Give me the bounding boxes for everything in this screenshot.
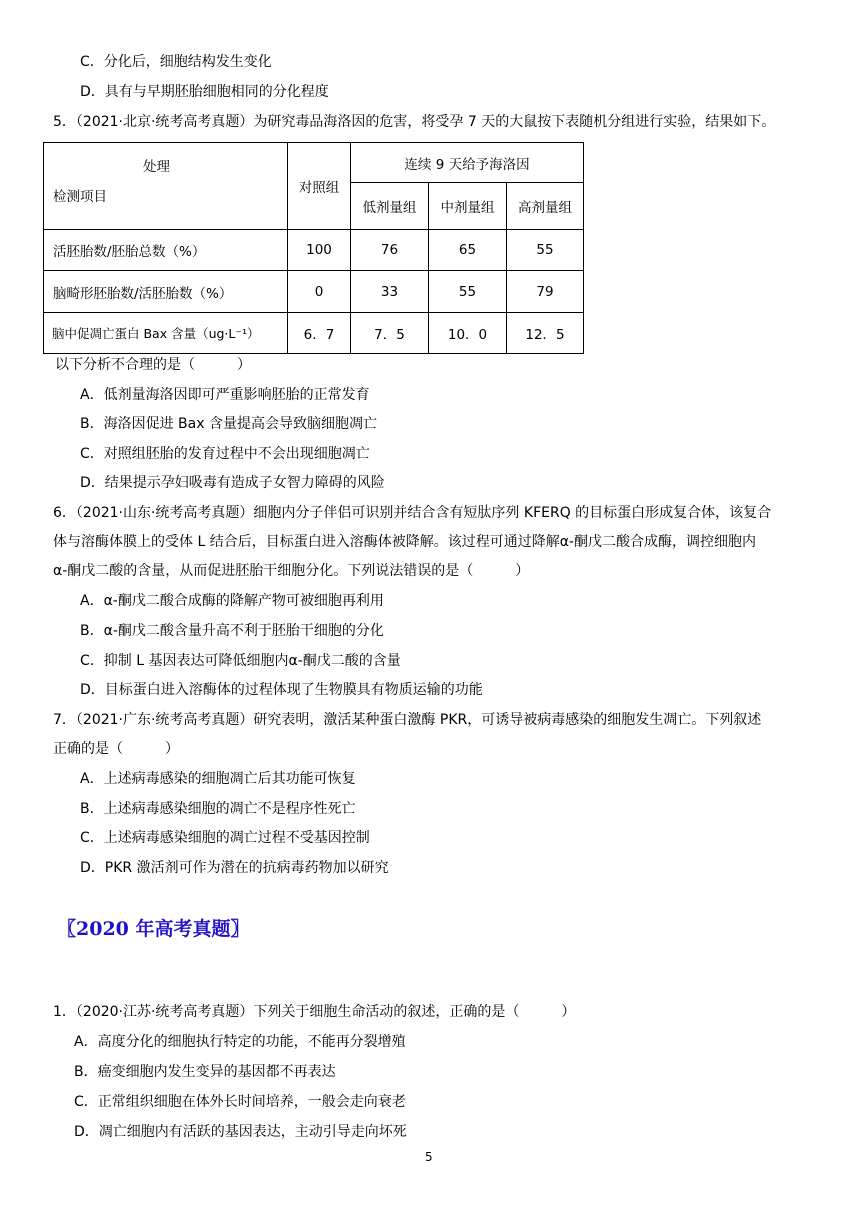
question-6-stem-line: 6．（2021·山东·统考高考真题）细胞内分子伴侣可识别并结合含有短肽序列 KFERQ 的目标蛋白形成复合体，该复合 (53, 505, 772, 521)
option-d: D．结果提示孕妇吸毒有造成子女智力障碍的风险 (80, 475, 385, 491)
option-a: A．上述病毒感染的细胞凋亡后其功能可恢复 (80, 771, 356, 787)
table-row (44, 313, 584, 354)
option-c: C．分化后，细胞结构发生变化 (80, 54, 272, 70)
control-header: 对照组 (288, 143, 351, 230)
option-b: B．海洛因促进 Bax 含量提高会导致脑细胞凋亡 (80, 416, 377, 432)
option-c: C．正常组织细胞在体外长时间培养，一般会走向衰老 (74, 1094, 406, 1110)
question-7-stem-line: 正确的是（ ） (53, 741, 179, 757)
table-cell: 100 (288, 230, 351, 271)
question-1-stem: 1．（2020·江苏·统考高考真题）下列关于细胞生命活动的叙述，正确的是（ ） (53, 1004, 576, 1020)
option-a: A．α-酮戊二酸合成酶的降解产物可被细胞再利用 (80, 593, 384, 609)
table-cell: 65 (429, 230, 507, 271)
question-6-stem-line: 体与溶酶体膜上的受体 L 结合后，目标蛋白进入溶酶体被降解。该过程可通过降解α-酮戊二酸合成酶，调控细胞内 (53, 534, 756, 550)
mid-dose-header: 中剂量组 (429, 183, 507, 230)
low-dose-header: 低剂量组 (351, 183, 429, 230)
table-cell: 76 (351, 230, 429, 271)
question-7-stem-line: 7．（2021·广东·统考高考真题）研究表明，激活某种蛋白激酶 PKR，可诱导被病毒感染的细胞发生凋亡。下列叙述 (53, 712, 762, 728)
row-label: 脑中促凋亡蛋白 Bax 含量（ug·L⁻¹） (44, 313, 288, 354)
option-c: C．抑制 L 基因表达可降低细胞内α-酮戊二酸的含量 (80, 653, 401, 669)
table-cell: 0 (288, 271, 351, 313)
table-cell: 55 (507, 230, 584, 271)
page-number: 5 (425, 1150, 433, 1164)
table-row (44, 271, 584, 313)
table-cell: 12．5 (507, 313, 584, 354)
heroin-group-header: 连续 9 天给予海洛因 (351, 143, 584, 183)
option-c: C．上述病毒感染细胞的凋亡过程不受基因控制 (80, 830, 370, 846)
table-cell: 6．7 (288, 313, 351, 354)
table-cell: 55 (429, 271, 507, 313)
option-a: A．低剂量海洛因即可严重影响胚胎的正常发育 (80, 387, 370, 403)
row-label: 脑畸形胚胎数/活胚胎数（%） (44, 271, 288, 313)
question-6-stem-line: α-酮戊二酸的含量，从而促进胚胎干细胞分化。下列说法错误的是（ ） (53, 563, 530, 579)
table-row (44, 230, 584, 271)
high-dose-header: 高剂量组 (507, 183, 584, 230)
table-cell: 10．0 (429, 313, 507, 354)
experiment-table (43, 142, 584, 354)
option-b: B．癌变细胞内发生变异的基因都不再表达 (74, 1064, 336, 1080)
option-d: D．凋亡细胞内有活跃的基因表达，主动引导走向坏死 (74, 1124, 407, 1140)
option-c: C．对照组胚胎的发育过程中不会出现细胞凋亡 (80, 446, 370, 462)
corner-bottom-label: 检测项目 (53, 189, 107, 205)
option-b: B．上述病毒感染细胞的凋亡不是程序性死亡 (80, 801, 356, 817)
option-d: D．具有与早期胚胎细胞相同的分化程度 (80, 84, 329, 100)
question-5-prompt: 以下分析不合理的是（ ） (55, 357, 251, 373)
option-a: A．高度分化的细胞执行特定的功能，不能再分裂增殖 (74, 1034, 406, 1050)
corner-top-label: 处理 (143, 159, 170, 175)
row-label: 活胚胎数/胚胎总数（%） (44, 230, 288, 271)
table-corner-cell (44, 143, 288, 230)
question-5-stem: 5．（2021·北京·统考高考真题）为研究毒品海洛因的危害，将受孕 7 天的大鼠按下表随机分组进行实验，结果如下。 (53, 114, 776, 130)
section-title: 〖2020 年高考真题〗 (57, 918, 250, 940)
option-d: D．目标蛋白进入溶酶体的过程体现了生物膜具有物质运输的功能 (80, 682, 483, 698)
table-cell: 79 (507, 271, 584, 313)
table-cell: 33 (351, 271, 429, 313)
option-b: B．α-酮戊二酸含量升高不利于胚胎干细胞的分化 (80, 623, 384, 639)
option-d: D．PKR 激活剂可作为潜在的抗病毒药物加以研究 (80, 860, 389, 876)
table-cell: 7．5 (351, 313, 429, 354)
